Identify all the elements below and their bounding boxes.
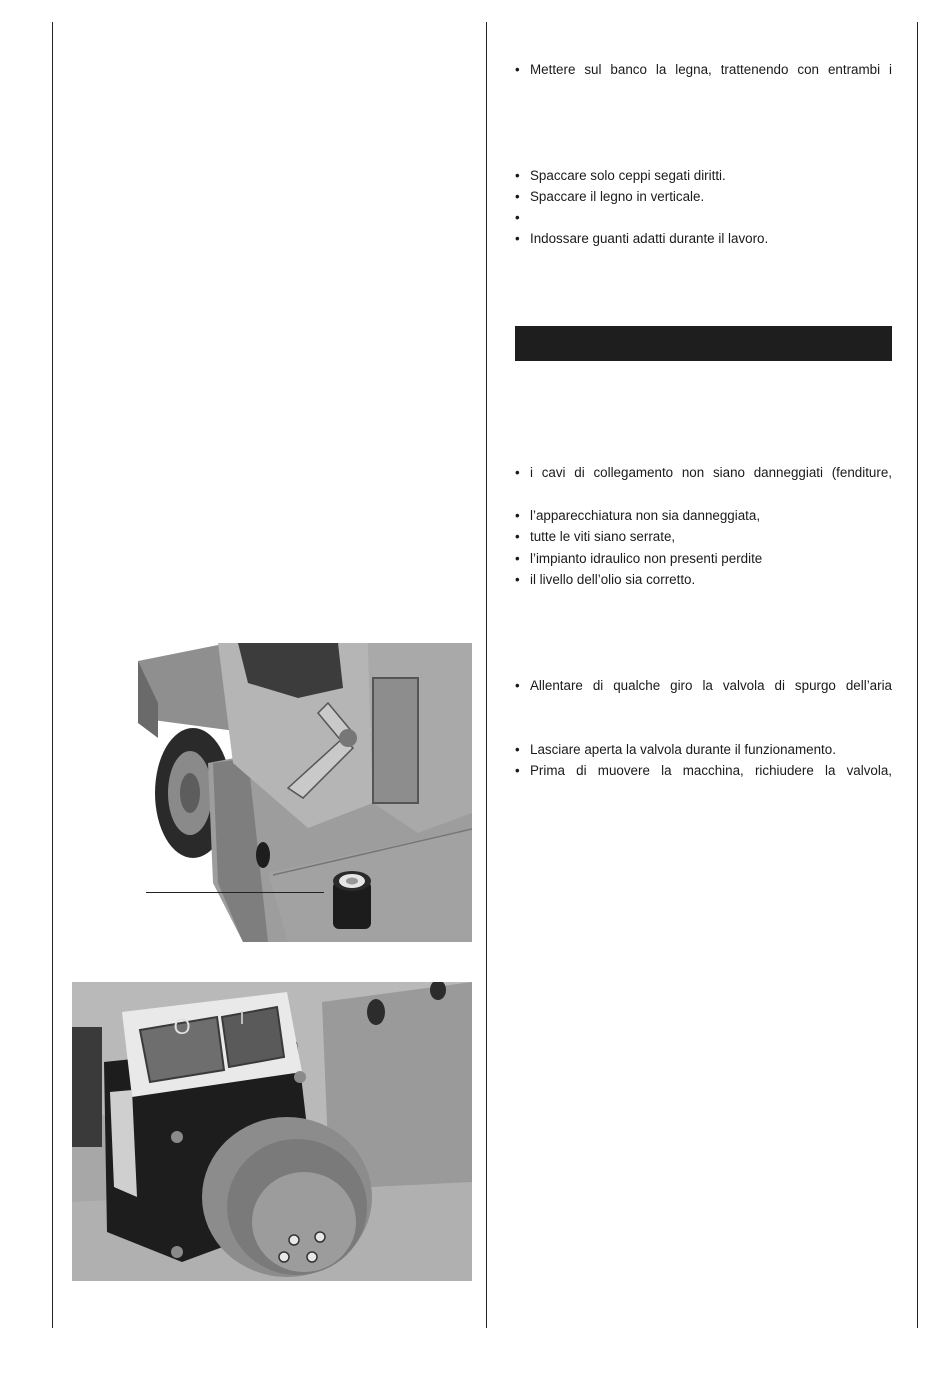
switch-plug-photo: [72, 982, 472, 1281]
air-bleed-valve-photo: [138, 643, 472, 942]
bullet-text: Mettere sul banco la legna, trattenendo con entrambi i: [530, 62, 892, 77]
bullet-marker: •: [515, 231, 520, 246]
bullet-text: il livello dell’olio sia corretto.: [530, 572, 696, 587]
bullet-text: Lasciare aperta la valvola durante il funzionamento.: [530, 742, 836, 757]
bullet-text: i cavi di collegamento non siano danneggiati (fenditure,: [530, 465, 892, 480]
bullet-marker: •: [515, 572, 520, 587]
bullet-marker: •: [515, 465, 520, 480]
bullet-marker: •: [515, 189, 520, 204]
bullet-marker: •: [515, 551, 520, 566]
section-heading-bar: [515, 326, 892, 361]
bullet-marker: •: [515, 763, 520, 778]
bullet-text: l’apparecchiatura non sia danneggiata,: [530, 508, 761, 523]
bullet-text: Spaccare solo ceppi segati diritti.: [530, 168, 726, 183]
switch-on-symbol: I: [239, 1008, 245, 1028]
bullet-marker: •: [515, 529, 520, 544]
bullet-text: Indossare guanti adatti durante il lavoro.: [530, 231, 769, 246]
switch-plug-illustration: [72, 982, 472, 1281]
bullet-marker: •: [515, 678, 520, 693]
left-margin-rule: [52, 22, 53, 1328]
machine-valve-illustration: [138, 643, 472, 942]
column-divider-rule: [486, 22, 487, 1328]
bullet-text: Prima di muovere la macchina, richiudere la valvola,: [530, 763, 892, 778]
bullet-text: Spaccare il legno in verticale.: [530, 189, 705, 204]
bullet-marker: •: [515, 742, 520, 757]
switch-off-symbol: O: [173, 1014, 191, 1039]
bullet-text: l’impianto idraulico non presenti perdite: [530, 551, 763, 566]
bullet-marker: •: [515, 62, 520, 77]
bullet-marker: •: [515, 210, 520, 225]
callout-leader-line: [146, 892, 324, 893]
bullet-text: Allentare di qualche giro la valvola di spurgo dell’aria: [530, 678, 892, 693]
bullet-marker: •: [515, 168, 520, 183]
bullet-text: tutte le viti siano serrate,: [530, 529, 676, 544]
bullet-marker: •: [515, 508, 520, 523]
right-margin-rule: [917, 22, 918, 1328]
